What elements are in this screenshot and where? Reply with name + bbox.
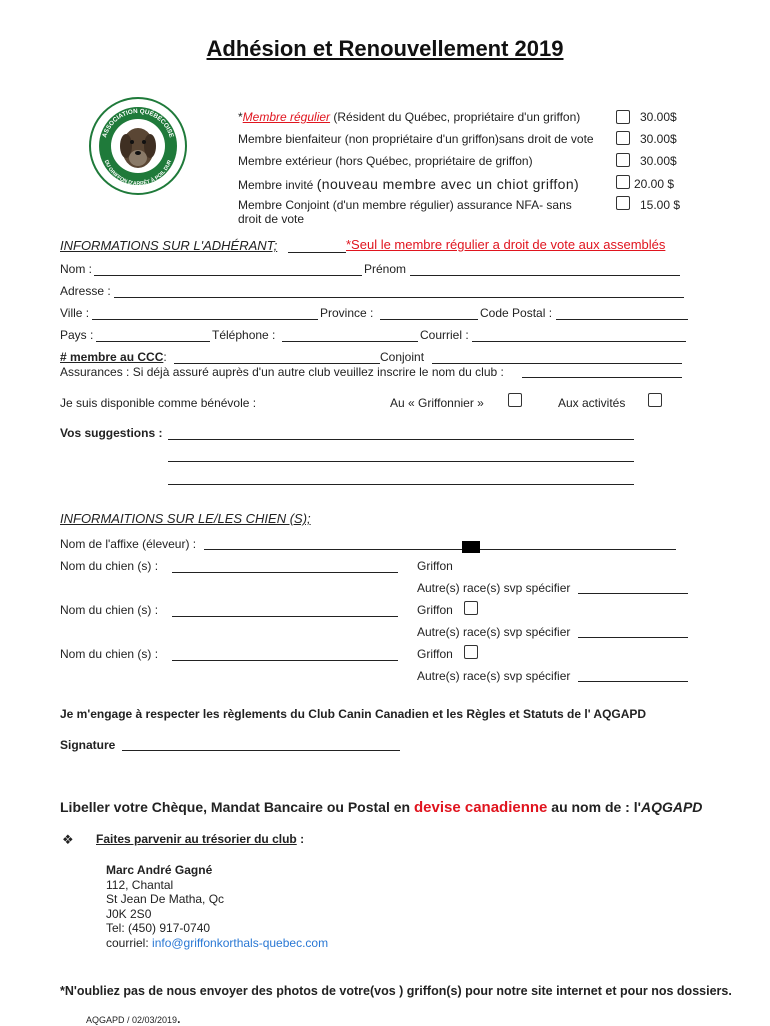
price-regular: 30.00$ xyxy=(640,110,677,124)
suggestions-line-2[interactable] xyxy=(168,461,634,462)
dog-3-field[interactable] xyxy=(172,660,398,661)
checkbox-membre-bienfaiteur[interactable] xyxy=(616,131,630,145)
membership-guest: Membre invité (nouveau membre avec un chiot griffon) xyxy=(238,176,580,192)
dog-info-heading: INFORMAITIONS SUR LE/LES CHIEN (S); xyxy=(60,511,311,526)
checkbox-membre-conjoint[interactable] xyxy=(616,196,630,210)
conjoint-field[interactable] xyxy=(432,363,682,364)
signature-label: Signature xyxy=(60,738,116,752)
heading-underline xyxy=(288,252,346,253)
checkbox-dog-2-griffon[interactable] xyxy=(464,601,478,615)
checkbox-griffonnier[interactable] xyxy=(508,393,522,407)
price-exterior: 30.00$ xyxy=(640,154,677,168)
signature-field[interactable] xyxy=(122,750,400,751)
courriel-field[interactable] xyxy=(472,341,686,342)
footer-date: AQGAPD / 02/03/2019. xyxy=(86,1012,181,1026)
dog-3-griffon-label: Griffon xyxy=(417,647,453,661)
adresse-field[interactable] xyxy=(114,297,684,298)
dog-2-other-label: Autre(s) race(s) svp spécifier xyxy=(417,625,571,639)
activites-label: Aux activités xyxy=(558,396,626,410)
benevole-label: Je suis disponible comme bénévole : xyxy=(60,396,257,410)
nom-label: Nom : xyxy=(60,262,93,276)
assurances-field[interactable] xyxy=(522,377,682,378)
conjoint-label: Conjoint xyxy=(380,350,425,364)
telephone-label: Téléphone : xyxy=(212,328,276,342)
black-square-mark xyxy=(462,541,480,553)
dog-3-label: Nom du chien (s) : xyxy=(60,647,159,661)
bullet-diamond-icon: ❖ xyxy=(62,832,74,847)
province-label: Province : xyxy=(320,306,374,320)
logo-top-text: ASSOCIATION QUÉBÉCOISE xyxy=(101,107,175,139)
engagement-text: Je m'engage à respecter les règlements du Club Canin Canadien et les Règles et Statuts de l' AQGAPD xyxy=(60,707,647,721)
treasurer-heading: Faites parvenir au trésorier du club : xyxy=(96,832,305,846)
checkbox-membre-exterieur[interactable] xyxy=(616,153,630,167)
affixe-label: Nom de l'affixe (éleveur) : xyxy=(60,537,197,551)
dog-1-label: Nom du chien (s) : xyxy=(60,559,159,573)
dog-1-other-label: Autre(s) race(s) svp spécifier xyxy=(417,581,571,595)
checkbox-membre-invite[interactable] xyxy=(616,175,630,189)
pays-field[interactable] xyxy=(96,341,210,342)
assurances-label: Assurances : Si déjà assuré auprès d'un autre club veuillez inscrire le nom du club : xyxy=(60,365,504,379)
ville-label: Ville : xyxy=(60,306,90,320)
courriel-label: Courriel : xyxy=(420,328,469,342)
membership-exterior: Membre extérieur (hors Québec, propriétaire de griffon) xyxy=(238,154,533,168)
treasurer-street: 112, Chantal xyxy=(106,878,174,892)
membre-ccc-label: # membre au CCC: xyxy=(60,350,167,364)
province-field[interactable] xyxy=(380,319,478,320)
treasurer-name: Marc André Gagné xyxy=(106,863,213,877)
dog-1-griffon-label: Griffon xyxy=(417,559,453,573)
code-postal-label: Code Postal : xyxy=(480,306,553,320)
price-benefactor: 30.00$ xyxy=(640,132,677,146)
dog-2-other-field[interactable] xyxy=(578,637,688,638)
membership-regular: *Membre régulier (Résident du Québec, propriétaire d'un griffon) xyxy=(238,110,581,124)
telephone-field[interactable] xyxy=(282,341,418,342)
dog-2-field[interactable] xyxy=(172,616,398,617)
affixe-field[interactable] xyxy=(204,549,676,550)
treasurer-postal: J0K 2S0 xyxy=(106,907,152,921)
treasurer-email-link[interactable]: info@griffonkorthals-quebec.com xyxy=(152,936,329,950)
association-logo xyxy=(88,96,188,196)
dog-1-other-field[interactable] xyxy=(578,593,688,594)
dog-1-field[interactable] xyxy=(172,572,398,573)
ville-field[interactable] xyxy=(92,319,318,320)
griffonnier-label: Au « Griffonnier » xyxy=(390,396,484,410)
dog-2-griffon-label: Griffon xyxy=(417,603,453,617)
vote-note: *Seul le membre régulier a droit de vote aux assemblés xyxy=(346,237,666,252)
checkbox-dog-3-griffon[interactable] xyxy=(464,645,478,659)
treasurer-tel: Tel: (450) 917-0740 xyxy=(106,921,211,935)
membership-spouse: Membre Conjoint (d'un membre régulier) assurance NFA- sans xyxy=(238,198,572,212)
dog-2-label: Nom du chien (s) : xyxy=(60,603,159,617)
logo-bottom-text: DU GRIFFON D'ARRÊT À POIL DUR xyxy=(102,159,174,188)
suggestions-line-1[interactable] xyxy=(168,439,634,440)
dog-3-other-label: Autre(s) race(s) svp spécifier xyxy=(417,669,571,683)
code-postal-field[interactable] xyxy=(556,319,688,320)
membre-ccc-field[interactable] xyxy=(174,363,380,364)
suggestions-line-3[interactable] xyxy=(168,484,634,485)
page-title: Adhésion et Renouvellement 2019 xyxy=(206,36,564,61)
dog-3-other-field[interactable] xyxy=(578,681,688,682)
member-info-heading: INFORMATIONS SUR L'ADHÉRANT; xyxy=(60,238,278,253)
treasurer-city: St Jean De Matha, Qc xyxy=(106,892,225,906)
checkbox-membre-regulier[interactable] xyxy=(616,110,630,124)
pays-label: Pays : xyxy=(60,328,94,342)
membership-spouse-line2: droit de vote xyxy=(238,212,305,226)
membership-benefactor: Membre bienfaiteur (non propriétaire d'un griffon)sans droit de vote xyxy=(238,132,594,146)
treasurer-email-row: courriel: info@griffonkorthals-quebec.com xyxy=(106,936,329,950)
price-guest: 20.00 $ xyxy=(634,177,675,191)
photos-note: *N'oubliez pas de nous envoyer des photos de votre(vos ) griffon(s) pour notre site internet et pour nos dossiers. xyxy=(60,984,732,998)
adresse-label: Adresse : xyxy=(60,284,111,298)
price-spouse: 15.00 $ xyxy=(640,198,681,212)
payment-instructions: Libeller votre Chèque, Mandat Bancaire ou Postal en devise canadienne au nom de : l'AQGAPD xyxy=(60,799,703,816)
suggestions-label: Vos suggestions : xyxy=(60,426,163,440)
nom-field[interactable] xyxy=(94,275,362,276)
prenom-label: Prénom xyxy=(364,262,407,276)
checkbox-activites[interactable] xyxy=(648,393,662,407)
prenom-field[interactable] xyxy=(410,275,680,276)
